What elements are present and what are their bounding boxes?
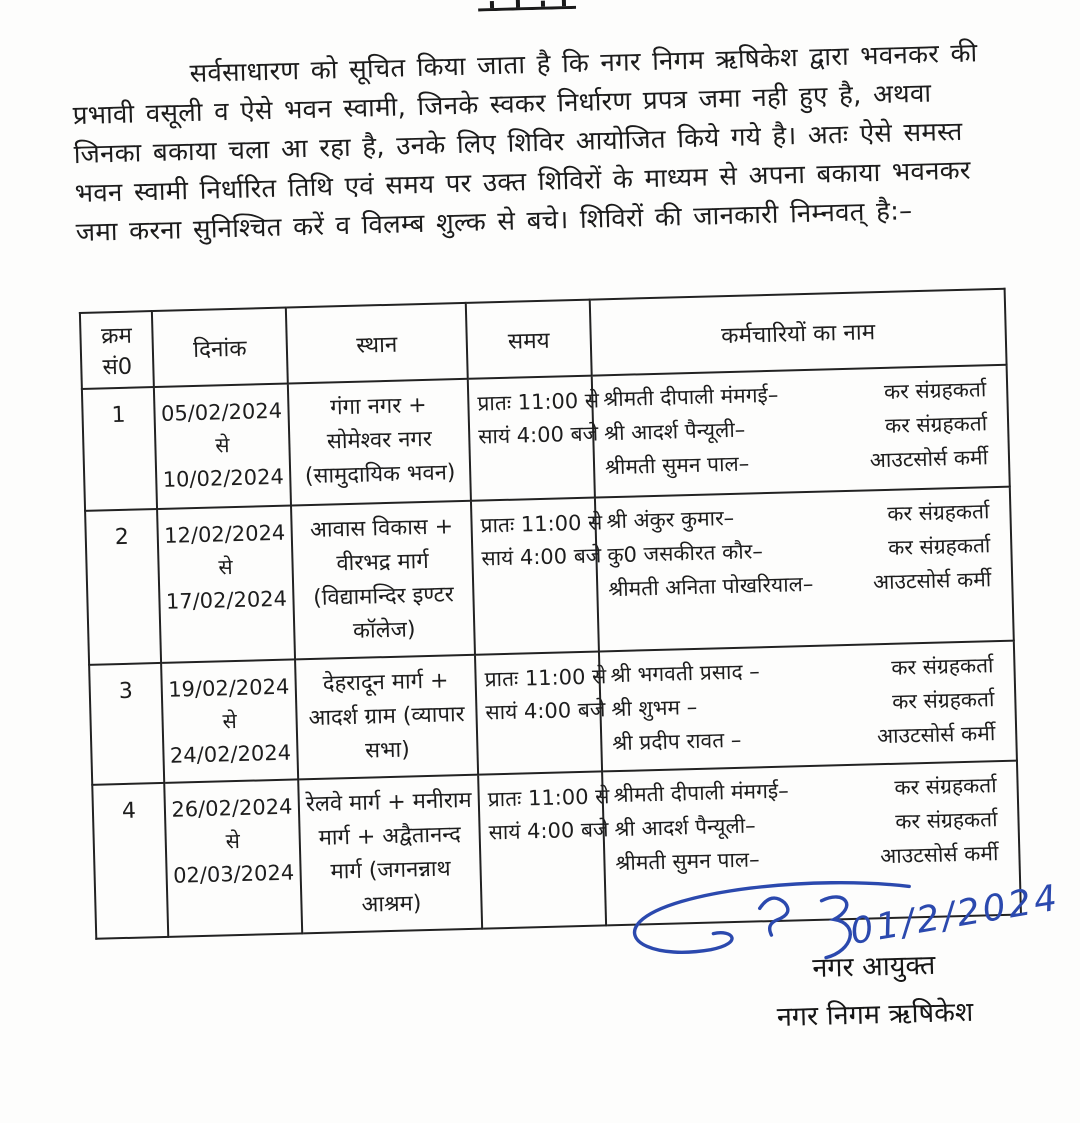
serial-cell: 3 xyxy=(89,663,164,785)
time-start: प्रातः 11:00 से xyxy=(487,784,610,812)
location-cell: आवास विकास + वीरभद्र मार्ग (विद्यामन्दिर इण्टर कॉलेज) xyxy=(291,501,475,660)
date-cell xyxy=(157,506,295,663)
date-cell xyxy=(164,779,302,936)
time-cell xyxy=(471,498,603,655)
location-cell: गंगा नगर + सोमेश्वर नगर (सामुदायिक भवन) xyxy=(288,379,471,506)
date-from: 26/02/2024 xyxy=(171,794,293,822)
date-to: 02/03/2024 xyxy=(172,860,295,888)
column-header-time: समय xyxy=(466,300,592,379)
time-end: सायं 4:00 बजे xyxy=(477,421,599,449)
staff-name: श्री अंकुर कुमार– xyxy=(606,505,735,534)
date-connector: से xyxy=(214,433,230,458)
serial-cell: 1 xyxy=(82,387,157,511)
staff-cell xyxy=(599,641,1017,772)
date-connector: से xyxy=(218,555,234,580)
staff-name: श्रीमती सुमन पाल– xyxy=(615,847,760,876)
staff-name: श्री प्रदीप रावत – xyxy=(612,727,742,756)
staff-name: कु0 जसकीरत कौर– xyxy=(607,539,764,568)
staff-name: श्रीमती सुमन पाल– xyxy=(604,451,750,480)
staff-role: आउटसोर्स कर्मी xyxy=(869,445,989,473)
staff-role: कर संग्रहकर्ता xyxy=(884,411,988,438)
time-end: सायं 4:00 बजे xyxy=(488,817,609,845)
date-from: 12/02/2024 xyxy=(163,520,286,548)
column-header-location: स्थान xyxy=(286,303,468,384)
staff-role: कर संग्रहकर्ता xyxy=(883,377,987,404)
signatory-title: नगर आयुक्त xyxy=(811,949,936,985)
time-end: सायं 4:00 बजे xyxy=(481,543,602,571)
date-to: 10/02/2024 xyxy=(162,464,285,492)
intro-paragraph: सर्वसाधारण को सूचित किया जाता है कि नगर निगम ऋषिकेश द्वारा भवनकर की प्रभावी वसूली व ऐसे भवन स्वामी, जिनके स्वकर निर्धारण प्रपत्र जमा नही हुए है, अथवा जिनका बकाया चला आ रहा है, उनके लिए शिविर आयोजित किये गये है। अतः ऐसे समस्त भवन स्वामी निर्धारित तिथि एवं समय पर उक्त शिविरों के माध्यम से अपना बकाया भवनकर जमा करना सुनिश्चित करें व विलम्ब शुल्क से बचे। शिविरों की जानकारी निम्नवत् है:– xyxy=(72,38,978,249)
staff-name: श्री आदर्श पैन्यूली– xyxy=(603,417,746,446)
location-cell: रेलवे मार्ग + मनीराम मार्ग + अद्वैतानन्द मार्ग (जगनन्नाथ आश्रम) xyxy=(298,775,482,934)
staff-role: कर संग्रहकर्ता xyxy=(887,533,991,560)
serial-cell: 2 xyxy=(85,509,161,665)
staff-role: कर संग्रहकर्ता xyxy=(886,499,990,526)
date-connector: से xyxy=(222,709,238,734)
staff-role: आउटसोर्स कर्मी xyxy=(876,721,996,749)
time-start: प्रातः 11:00 से xyxy=(480,510,603,538)
staff-cell xyxy=(592,365,1010,498)
date-cell xyxy=(161,659,298,782)
staff-name: श्रीमती अनिता पोखरियाल– xyxy=(607,571,814,602)
handwritten-date: 01/2/2024 xyxy=(847,877,1063,953)
time-end: सायं 4:00 बजे xyxy=(485,697,606,725)
staff-name: श्री शुभम – xyxy=(611,694,698,722)
staff-role: कर संग्रहकर्ता xyxy=(891,653,994,680)
staff-role: कर संग्रहकर्ता xyxy=(891,687,995,714)
staff-name: श्रीमती दीपाली मंमगई– xyxy=(603,382,779,412)
date-to: 24/02/2024 xyxy=(169,740,292,768)
staff-role: आउटसोर्स कर्मी xyxy=(879,841,999,869)
time-cell xyxy=(478,771,610,928)
staff-name: श्री आदर्श पैन्यूली– xyxy=(614,813,756,842)
date-cell xyxy=(154,384,291,509)
date-connector: से xyxy=(225,828,241,854)
staff-name: श्रीमती दीपाली मंमगई– xyxy=(613,778,789,808)
schedule-row xyxy=(89,641,1017,785)
staff-role: कर संग्रहकर्ता xyxy=(894,773,997,800)
date-from: 19/02/2024 xyxy=(167,674,290,702)
time-cell xyxy=(475,651,607,774)
signatory xyxy=(701,939,1048,1044)
cropped-title-fragment xyxy=(478,0,576,11)
staff-name: श्री भगवती प्रसाद – xyxy=(610,659,761,688)
schedule-row xyxy=(82,365,1010,511)
staff-role: आउटसोर्स कर्मी xyxy=(872,567,992,595)
schedule-row xyxy=(85,487,1014,665)
time-start: प्रातः 11:00 से xyxy=(477,388,600,416)
column-header-staff: कर्मचारियों का नाम xyxy=(590,289,1007,376)
staff-cell xyxy=(595,487,1014,652)
date-to: 17/02/2024 xyxy=(165,586,288,614)
serial-cell: 4 xyxy=(92,783,168,939)
column-header-date: दिनांक xyxy=(152,308,288,387)
time-start: प्रातः 11:00 से xyxy=(484,664,607,692)
signatory-org: नगर निगम ऋषिकेश xyxy=(776,996,974,1033)
column-header-serial: क्रम सं0 xyxy=(80,311,154,389)
camp-schedule-table xyxy=(79,288,1022,940)
time-cell xyxy=(468,376,600,501)
staff-role: कर संग्रहकर्ता xyxy=(895,807,998,834)
date-from: 05/02/2024 xyxy=(160,398,283,426)
location-cell: देहरादून मार्ग + आदर्श ग्राम (व्यापार सभा) xyxy=(295,655,478,780)
